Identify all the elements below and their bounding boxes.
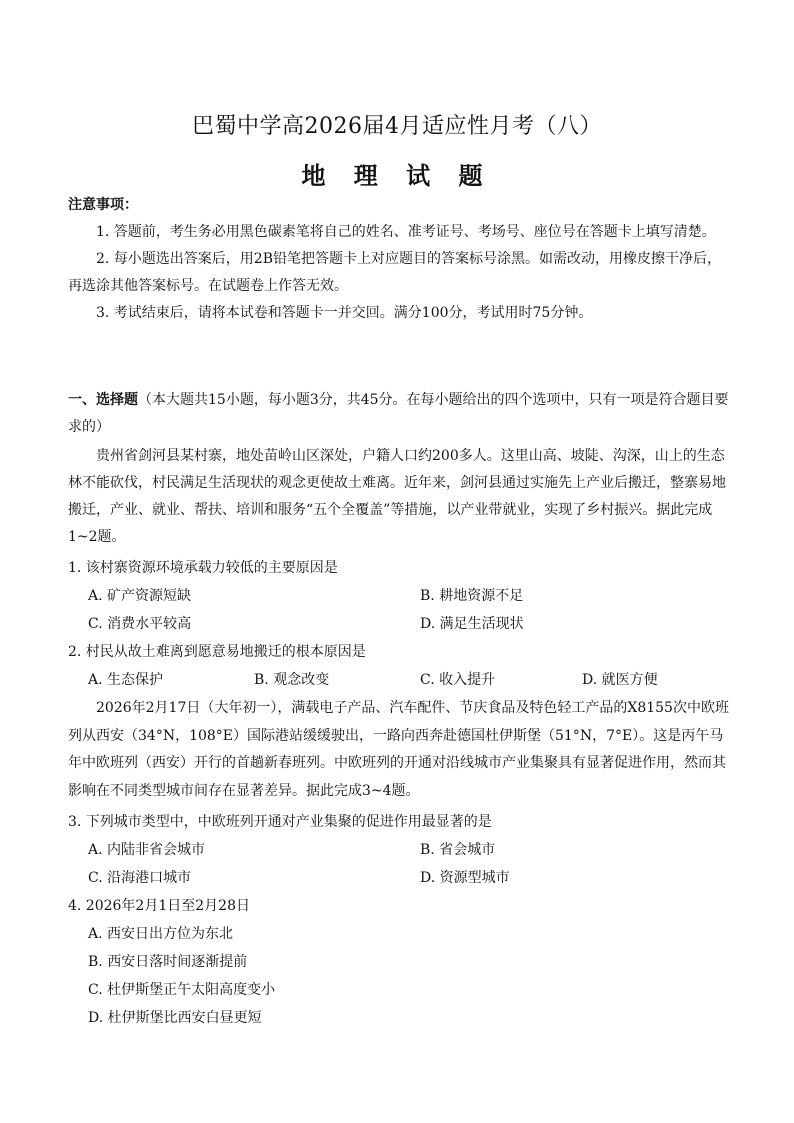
passage-1 — [68, 443, 730, 551]
question-1-option-c[interactable]: C. 消费水平较高 — [88, 616, 192, 632]
notice-heading: 注意事项： — [68, 197, 138, 213]
exam-title: 巴蜀中学高2026届4月适应性月考（八） — [192, 114, 602, 139]
question-3-option-c[interactable]: C. 沿海港口城市 — [88, 870, 192, 886]
question-1-options-row-2 — [88, 614, 730, 634]
question-2-options-row — [88, 670, 730, 690]
passage-2-text: 2026年2月17日（大年初一），满载电子产品、汽车配件、节庆食品及特色轻工产品的X8155次中欧班列从西安（34°N，108°E）国际港站缓缓驶出，一路向西奔赴德国杜伊斯堡（51°N，7°E）。这是丙午马年中欧班列（西安）开行的首趟新春班列。中欧班列的开通对沿线城市产业集聚具有显著促进作用，然而其影响在不同类型城市间存在显著差异。据此完成3~4题。 — [68, 700, 729, 799]
notice-list — [68, 219, 730, 327]
question-3-stem: 3. 下列城市类型中，中欧班列开通对产业集聚的促进作用最显著的是 — [68, 814, 492, 830]
question-3-option-b[interactable]: B. 省会城市 — [420, 842, 496, 858]
question-4-option-d-row — [88, 1008, 730, 1028]
notice-item-1: 1. 答题前，考生务必用黑色碳素笔将自己的姓名、准考证号、考场号、座位号在答题卡上填写清楚。 — [96, 224, 716, 240]
question-1-stem: 1. 该村寨资源环境承载力较低的主要原因是 — [68, 560, 338, 576]
section-description: （本大题共15小题，每小题3分，共45分。在每小题给出的四个选项中，只有一项是符合题目要求的） — [68, 392, 729, 435]
question-3-option-d[interactable]: D. 资源型城市 — [420, 870, 510, 886]
question-2-option-c[interactable]: C. 收入提升 — [420, 672, 496, 688]
question-4-option-a-row — [88, 924, 730, 944]
question-1-option-d[interactable]: D. 满足生活现状 — [420, 616, 524, 632]
question-1-option-a[interactable]: A. 矿产资源短缺 — [88, 588, 192, 604]
question-4-option-c-row — [88, 980, 730, 1000]
question-1-option-b[interactable]: B. 耕地资源不足 — [420, 588, 524, 604]
notice-item-3: 3. 考试结束后，请将本试卷和答题卡一并交回。满分100分，考试用时75分钟。 — [96, 305, 593, 321]
question-2-option-a[interactable]: A. 生态保护 — [88, 672, 164, 688]
section-heading: 一、选择题 — [68, 392, 138, 408]
question-4-option-d[interactable]: D. 杜伊斯堡比西安白昼更短 — [88, 1010, 262, 1026]
question-2-stem: 2. 村民从故土难离到愿意易地搬迁的根本原因是 — [68, 644, 366, 660]
question-3-option-a[interactable]: A. 内陆非省会城市 — [88, 842, 206, 858]
passage-2 — [68, 695, 730, 805]
question-2-option-d[interactable]: D. 就医方便 — [582, 672, 658, 688]
subject-title: 地 理 试 题 — [301, 161, 493, 190]
notice-item-2: 2. 每小题选出答案后，用2B铅笔把答题卡上对应题目的答案标号涂黑。如需改动，用橡皮擦干净后，再选涂其他答案标号。在试题卷上作答无效。 — [68, 251, 722, 294]
question-3-options-row-2 — [88, 868, 730, 888]
question-2-option-b[interactable]: B. 观念改变 — [254, 672, 330, 688]
question-4-option-b[interactable]: B. 西安日落时间逐渐提前 — [88, 954, 248, 970]
passage-1-text: 贵州省剑河县某村寨，地处苗岭山区深处，户籍人口约200多人。这里山高、坡陡、沟深，山上的生态林不能砍伐，村民满足生活现状的观念更使故土难离。近年来，剑河县通过实施先上产业后搬迁，整寨易地搬迁，产业、就业、帮扶、培训和服务“五个全覆盖”等措施，以产业带就业，实现了乡村振兴。据此完成1~2题。 — [68, 448, 726, 545]
question-4-option-b-row — [88, 952, 730, 972]
question-1-options-row-1 — [88, 586, 730, 606]
question-4-stem: 4. 2026年2月1日至2月28日 — [68, 898, 250, 914]
section-header — [68, 387, 730, 441]
question-3-options-row-1 — [88, 840, 730, 860]
question-4-option-a[interactable]: A. 西安日出方位为东北 — [88, 926, 234, 942]
question-4-option-c[interactable]: C. 杜伊斯堡正午太阳高度变小 — [88, 982, 276, 998]
